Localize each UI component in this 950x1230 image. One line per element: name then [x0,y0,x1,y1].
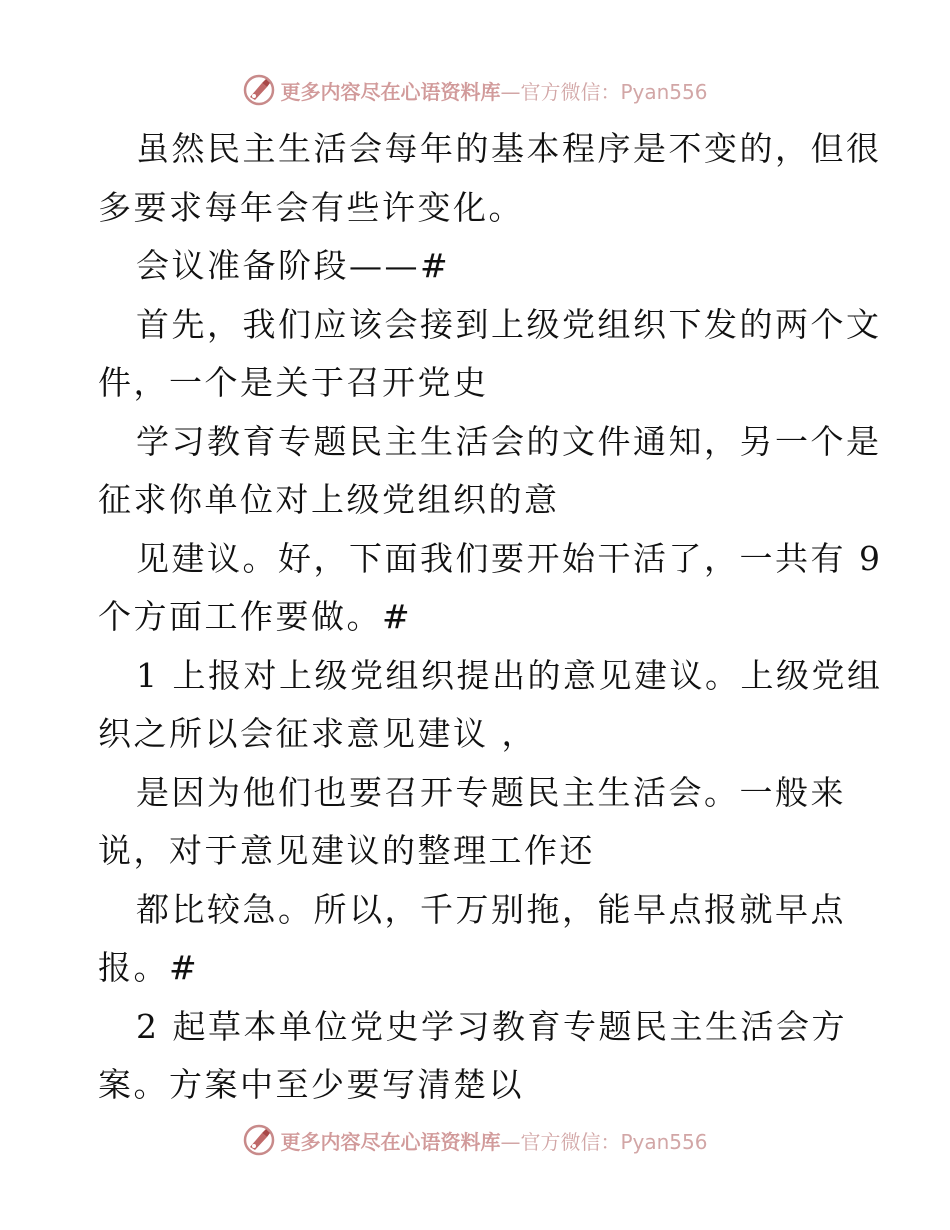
paragraph [98,413,882,530]
footer-banner-sub-text: —官方微信：Pyan556 [500,1129,708,1154]
paragraph-line: 2 起草本单位党史学习教育专题民主生活会方 [136,1006,847,1046]
paragraph-line: 说，对于意见建议的整理工作还 [98,831,595,870]
paragraph-line: 1 上报对上级党组织提出的意见建议。上级党组 [136,655,883,695]
paragraph [98,764,858,881]
paragraph-line: 首先，我们应该会接到上级党组织下发的两个文 [136,304,882,344]
paragraph-line: 虽然民主生活会每年的基本程序是不变的，但很 [136,129,882,168]
paragraph-line: 学习教育专题民主生活会的文件通知，另一个是 [136,421,882,461]
paragraph [98,647,883,764]
header-banner-main-text: 更多内容尽在心语资料库 [280,79,501,104]
header-banner [0,70,950,110]
document-body [98,120,883,1115]
paragraph [98,530,883,647]
paragraph-line: 多要求每年会有些许变化。 [98,187,524,227]
pen-nib-logo-icon [242,1123,276,1157]
paragraph-line: 会议准备阶段——# [136,246,451,285]
paragraph [98,120,882,237]
paragraph-line: 个方面工作要做。# [98,597,413,636]
paragraph-line: 是因为他们也要召开专题民主生活会。一般来 [136,772,846,812]
paragraph-line: 都比较急。所以，千万别拖，能早点报就早点 [136,889,846,929]
paragraph-line: 案。方案中至少要写清楚以 [98,1065,524,1104]
paragraph-line: 报。# [98,948,200,987]
footer-banner [0,1120,950,1160]
pen-nib-logo-icon [242,73,276,107]
paragraph [98,237,858,296]
header-banner-sub-text: —官方微信：Pyan556 [500,79,708,104]
paragraph [98,998,858,1115]
footer-banner-main-text: 更多内容尽在心语资料库 [280,1129,501,1154]
paragraph-line: 征求你单位对上级党组织的意 [98,480,560,519]
paragraph-line: 件，一个是关于召开党史 [98,363,489,402]
paragraph-line: 织之所以会征求意见建议 ， [98,714,537,753]
paragraph [98,881,858,998]
paragraph [98,296,882,413]
paragraph-line: 见建议。好，下面我们要开始干活了，一共有 9 [136,538,883,578]
